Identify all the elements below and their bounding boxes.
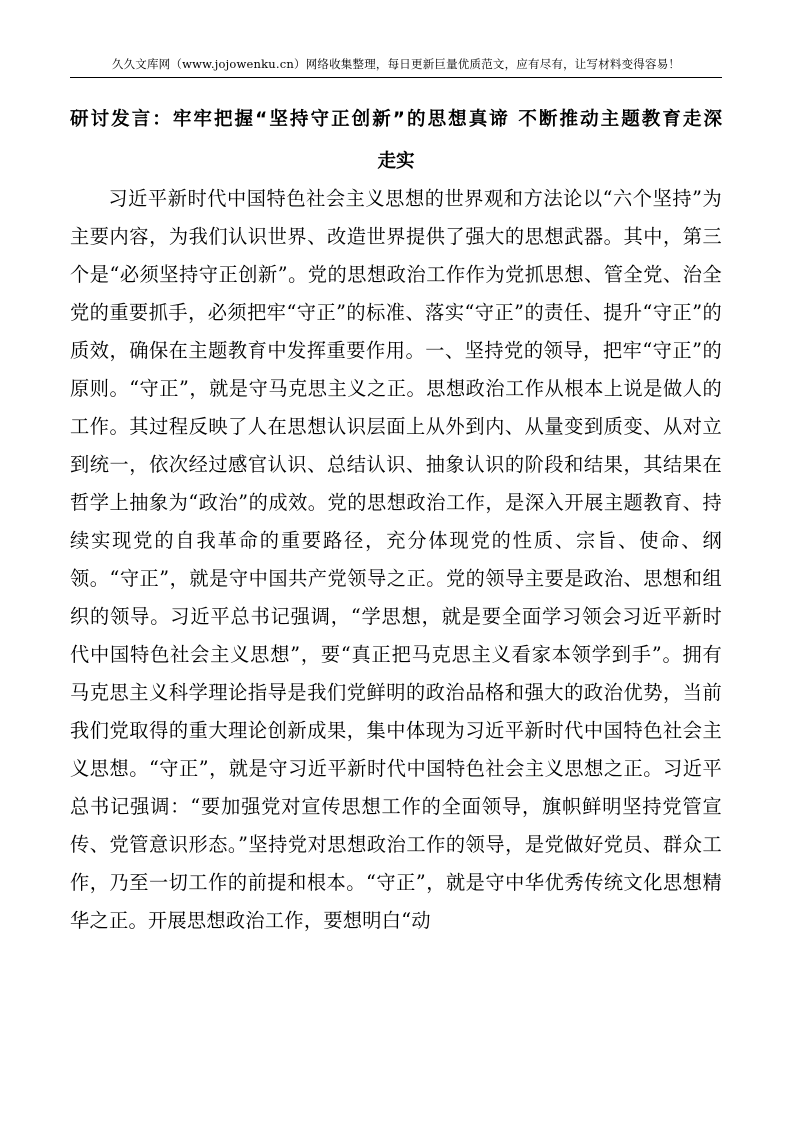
document-body-paragraph: 习近平新时代中国特色社会主义思想的世界观和方法论以“六个坚持”为主要内容，为我们认识世界、改造世界提供了强大的思想武器。其中，第三个是“必须坚持守正创新”。党的思想政治工作作为党抓思想、管全党、治全党的重要抓手，必须把牢“守正”的标准、落实“守正”的责任、提升“守正”的质效，确保在主题教育中发挥重要作用。一、坚持党的领导，把牢“守正”的原则。“守正”，就是守马克思主义之正。思想政治工作从根本上说是做人的工作。其过程反映了人在思想认识层面上从外到内、从量变到质变、从对立到统一，依次经过感官认识、总结认识、抽象认识的阶段和结果，其结果在哲学上抽象为“政治”的成效。党的思想政治工作，是深入开展主题教育、持续实现党的自我革命的重要路径，充分体现党的性质、宗旨、使命、纲领。“守正”，就是守中国共产党领导之正。党的领导主要是政治、思想和组织的领导。习近平总书记强调，“学思想，就是要全面学习领会习近平新时代中国特色社会主义思想”，要“真正把马克思主义看家本领学到手”。拥有马克思主义科学理论指导是我们党鲜明的政治品格和强大的政治优势，当前我们党取得的重大理论创新成果，集中体现为习近平新时代中国特色社会主义思想。“守正”，就是守习近平新时代中国特色社会主义思想之正。习近平总书记强调：“要加强党对宣传思想工作的全面领导，旗帜鲜明坚持党管宣传、党管意识形态。”坚持党对思想政治工作的领导，是党做好党员、群众工作，乃至一切工作的前提和根本。“守正”，就是守中华优秀传统文化思想精华之正。开展思想政治工作，要想明白“动 [70,187,722,932]
page-header: 久久文库网（www.jojowenku.cn）网络收集整理，每日更新巨量优质范文，应有尽有，让写材料变得容易！ [70,55,722,78]
document-title-line-1: 研讨发言：牢牢把握“坚持守正创新”的思想真谛 不断推动主题教育走深 [70,109,722,130]
document-title-line-2: 走实 [377,151,415,172]
document-title [70,99,722,183]
